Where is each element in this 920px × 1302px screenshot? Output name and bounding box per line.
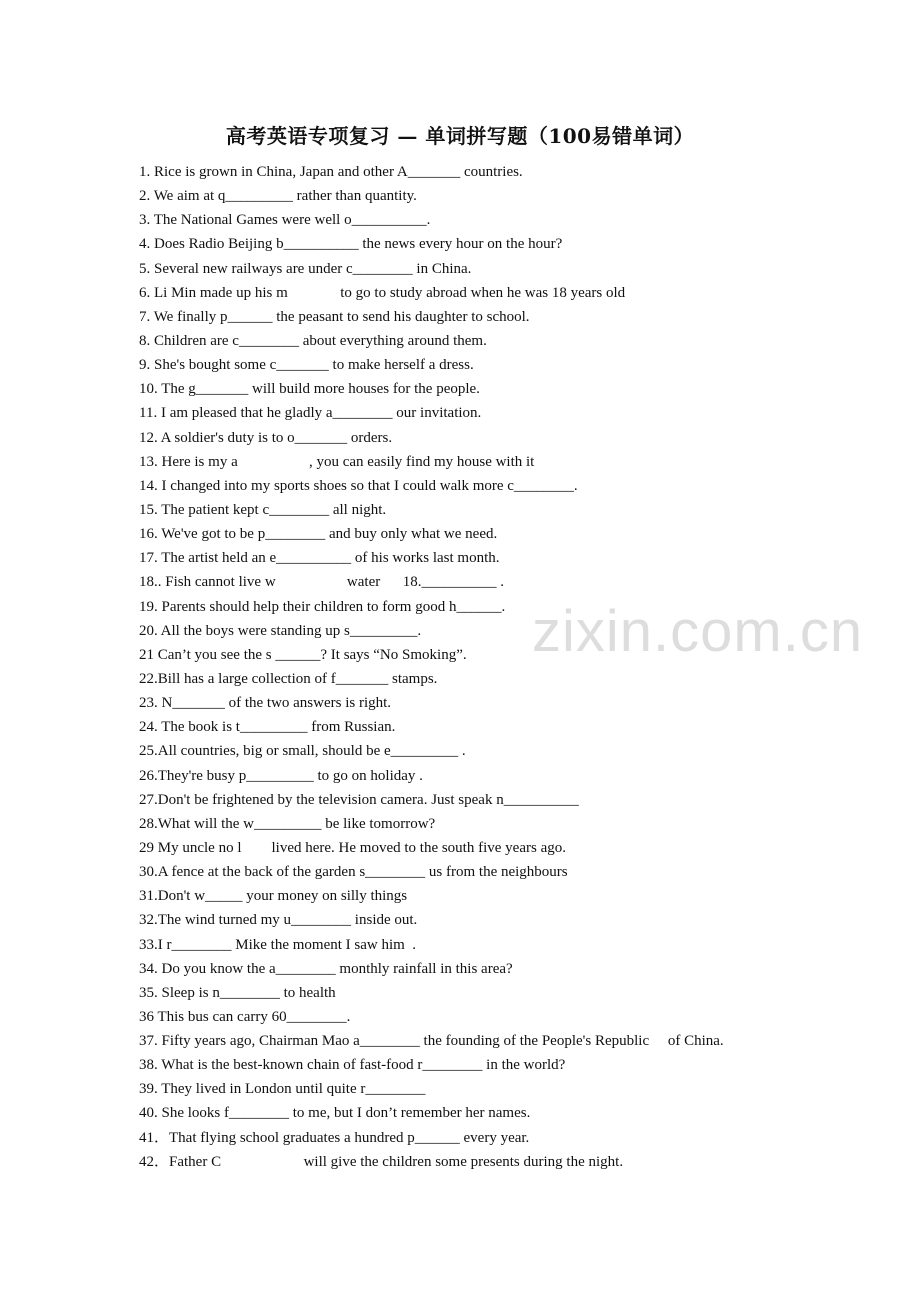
question-item: 33.I r________ Mike the moment I saw him . — [139, 936, 417, 953]
question-item: 40. She looks f________ to me, but I don’t remember her names. — [139, 1105, 531, 1122]
question-item: 36 This bus can carry 60________. — [139, 1008, 351, 1025]
question-item: 24. The book is t_________ from Russian. — [139, 719, 396, 736]
question-item: 37. Fifty years ago, Chairman Mao a________ the founding of the People's Republic of China. — [139, 1033, 724, 1050]
question-item: 35. Sleep is n________ to health — [139, 984, 336, 1001]
question-item: 14. I changed into my sports shoes so that I could walk more c________. — [139, 477, 578, 494]
question-item: 39. They lived in London until quite r________ — [139, 1081, 426, 1098]
question-item: 8. Children are c________ about everything around them. — [139, 332, 487, 349]
question-item: 12. A soldier's duty is to o_______ orders. — [139, 429, 393, 446]
question-item: 13. Here is my a , you can easily find my house with it — [139, 453, 535, 470]
question-item: 25.All countries, big or small, should be e_________ . — [139, 743, 466, 760]
watermark: zixin.com.cn — [532, 599, 864, 664]
question-item: 42．Father C will give the children some presents during the night. — [139, 1153, 624, 1170]
question-item: 30.A fence at the back of the garden s________ us from the neighbours — [139, 864, 568, 881]
question-item: 41．That flying school graduates a hundred p______ every year. — [139, 1129, 530, 1146]
question-item: 27.Don't be frightened by the television camera. Just speak n__________ — [139, 791, 579, 808]
question-item: 9. She's bought some c_______ to make herself a dress. — [139, 357, 474, 374]
question-item: 34. Do you know the a________ monthly rainfall in this area? — [139, 960, 513, 977]
question-item: 32.The wind turned my u________ inside out. — [139, 912, 418, 929]
page-title: 高考英语专项复习 — 单词拼写题（100易错单词） — [225, 124, 695, 148]
question-item: 6. Li Min made up his m to go to study abroad when he was 18 years old — [139, 284, 626, 301]
question-item: 10. The g_______ will build more houses for the people. — [139, 381, 480, 398]
question-item: 3. The National Games were well o__________. — [139, 212, 431, 229]
question-list — [139, 160, 899, 1174]
question-item: 28.What will the w_________ be like tomorrow? — [139, 815, 436, 832]
question-item: 15. The patient kept c________ all night. — [139, 501, 387, 518]
question-item: 23. N_______ of the two answers is right. — [139, 695, 392, 712]
question-item: 4. Does Radio Beijing b__________ the news every hour on the hour? — [139, 236, 563, 253]
question-item: 26.They're busy p_________ to go on holiday . — [139, 767, 423, 784]
question-item: 17. The artist held an e__________ of his works last month. — [139, 550, 500, 567]
question-item: 16. We've got to be p________ and buy only what we need. — [139, 526, 498, 543]
question-item: 38. What is the best-known chain of fast-food r________ in the world? — [139, 1057, 566, 1074]
question-item: 1. Rice is grown in China, Japan and other A_______ countries. — [139, 164, 523, 180]
question-item: 5. Several new railways are under c________ in China. — [139, 260, 472, 277]
question-item: 21 Can’t you see the s ______? It says “No Smoking”. — [139, 646, 467, 663]
question-item: 7. We finally p______ the peasant to send his daughter to school. — [139, 308, 530, 325]
question-item: 18.. Fish cannot live w water 18.__________ . — [139, 574, 504, 591]
question-item: 29 My uncle no l lived here. He moved to the south five years ago. — [139, 839, 566, 856]
question-item: 11. I am pleased that he gladly a________ our invitation. — [139, 405, 482, 422]
question-item: 31.Don't w_____ your money on silly things — [139, 888, 408, 905]
question-item: 19. Parents should help their children to form good h______. — [139, 598, 506, 615]
question-item: 22.Bill has a large collection of f_______ stamps. — [139, 670, 438, 687]
question-item: 2. We aim at q_________ rather than quantity. — [139, 188, 417, 205]
question-item: 20. All the boys were standing up s_________. — [139, 622, 422, 639]
